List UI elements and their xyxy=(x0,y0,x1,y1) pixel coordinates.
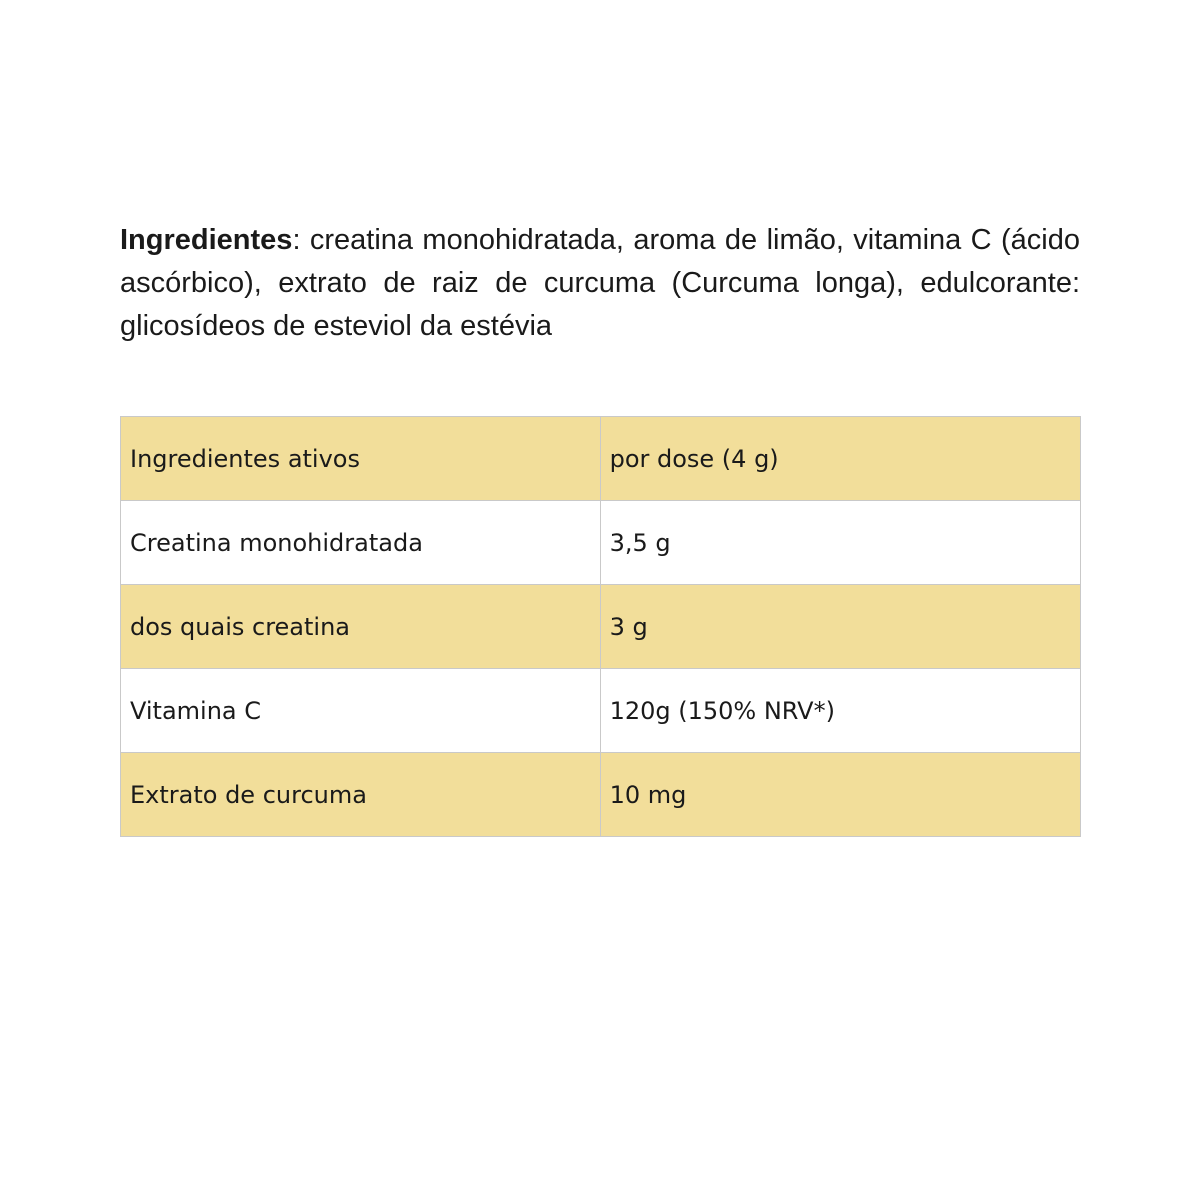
ingredients-text: : creatina monohidratada, aroma de limão, vitamina C (ácido ascórbico), extrato de raiz de curcuma (Curcuma longa), edulcorante: glicosídeos de esteviol da estévia xyxy=(120,224,1080,342)
table-cell-name: Vitamina C xyxy=(121,669,601,753)
table-cell-name: Ingredientes ativos xyxy=(121,417,601,501)
table-row xyxy=(121,585,1081,669)
table-cell-value: 10 mg xyxy=(600,753,1080,837)
table-row xyxy=(121,501,1081,585)
table-row xyxy=(121,753,1081,837)
active-ingredients-table xyxy=(120,416,1081,837)
table-cell-name: Extrato de curcuma xyxy=(121,753,601,837)
table-cell-value: 3,5 g xyxy=(600,501,1080,585)
table-cell-value: 120g (150% NRV*) xyxy=(600,669,1080,753)
ingredients-paragraph xyxy=(120,219,1080,348)
table-cell-value: por dose (4 g) xyxy=(600,417,1080,501)
table-cell-name: Creatina monohidratada xyxy=(121,501,601,585)
ingredients-label: Ingredientes xyxy=(120,224,293,256)
table-cell-value: 3 g xyxy=(600,585,1080,669)
table-cell-name: dos quais creatina xyxy=(121,585,601,669)
table-row xyxy=(121,669,1081,753)
table-header-row xyxy=(121,417,1081,501)
